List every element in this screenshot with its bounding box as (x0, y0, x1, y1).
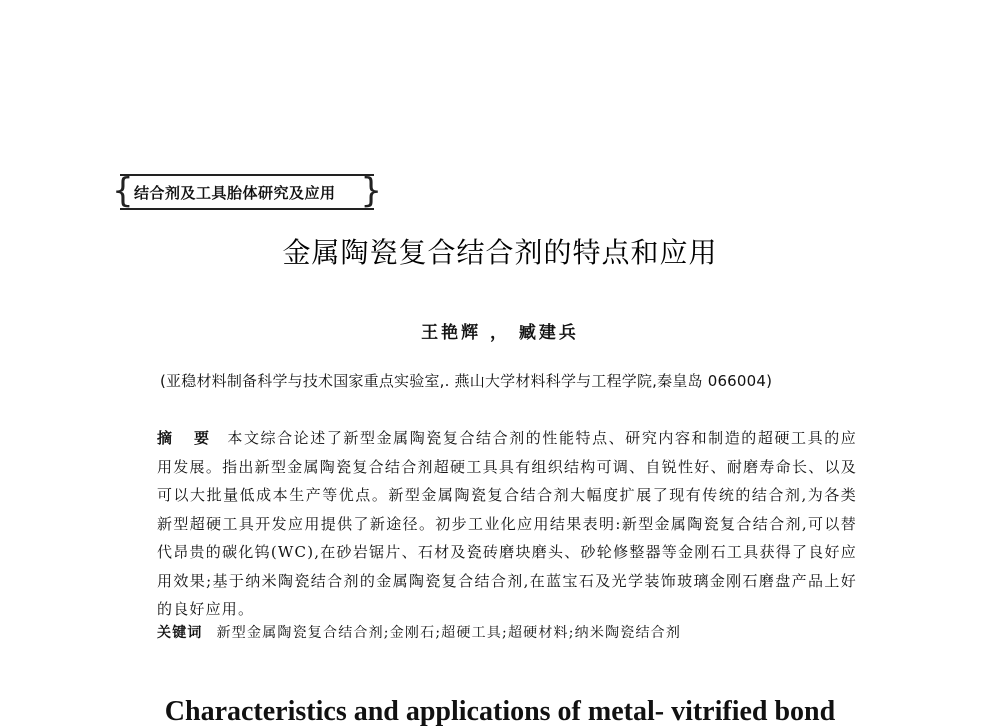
keywords (157, 622, 857, 642)
authors: 王艳辉 ， 臧建兵 (421, 323, 579, 343)
column-tag (112, 171, 382, 211)
english-title: Characteristics and applications of metal- vitrified bond (164, 696, 836, 727)
keywords-heading: 关键词 (157, 625, 203, 641)
abstract-text: 本文综合论述了新型金属陶瓷复合结合剂的性能特点、研究内容和制造的超硬工具的应用发展。指出新型金属陶瓷复合结合剂超硬工具具有组织结构可调、自锐性好、耐磨寿命长、以及可以大批量低成本生产等优点。新型金属陶瓷复合结合剂大幅度扩展了现有传统的结合剂,为各类新型超硬工具开发应用提供了新途径。初步工业化应用结果表明:新型金属陶瓷复合结合剂,可以替代昂贵的碳化钨(WC),在砂岩锯片、石材及瓷砖磨块磨头、砂轮修整器等金刚石工具获得了良好应用效果;基于纳米陶瓷结合剂的金属陶瓷复合结合剂,在蓝宝石及光学装饰玻璃金刚石磨盘产品上好的良好应用。 (157, 429, 857, 618)
left-brace-icon: { (112, 171, 134, 211)
abstract-heading: 摘 要 (157, 429, 218, 447)
column-label: 结合剂及工具胎体研究及应用 (134, 183, 336, 202)
affiliation: (亚稳材料制备科学与技术国家重点实验室,. 燕山大学材料科学与工程学院,秦皇岛 066004) (160, 372, 773, 390)
abstract (157, 424, 857, 624)
keywords-text: 新型金属陶瓷复合结合剂;金刚石;超硬工具;超硬材料;纳米陶瓷结合剂 (216, 625, 682, 641)
right-brace-icon: } (360, 171, 382, 211)
paper-title: 金属陶瓷复合结合剂的特点和应用 (282, 236, 718, 269)
